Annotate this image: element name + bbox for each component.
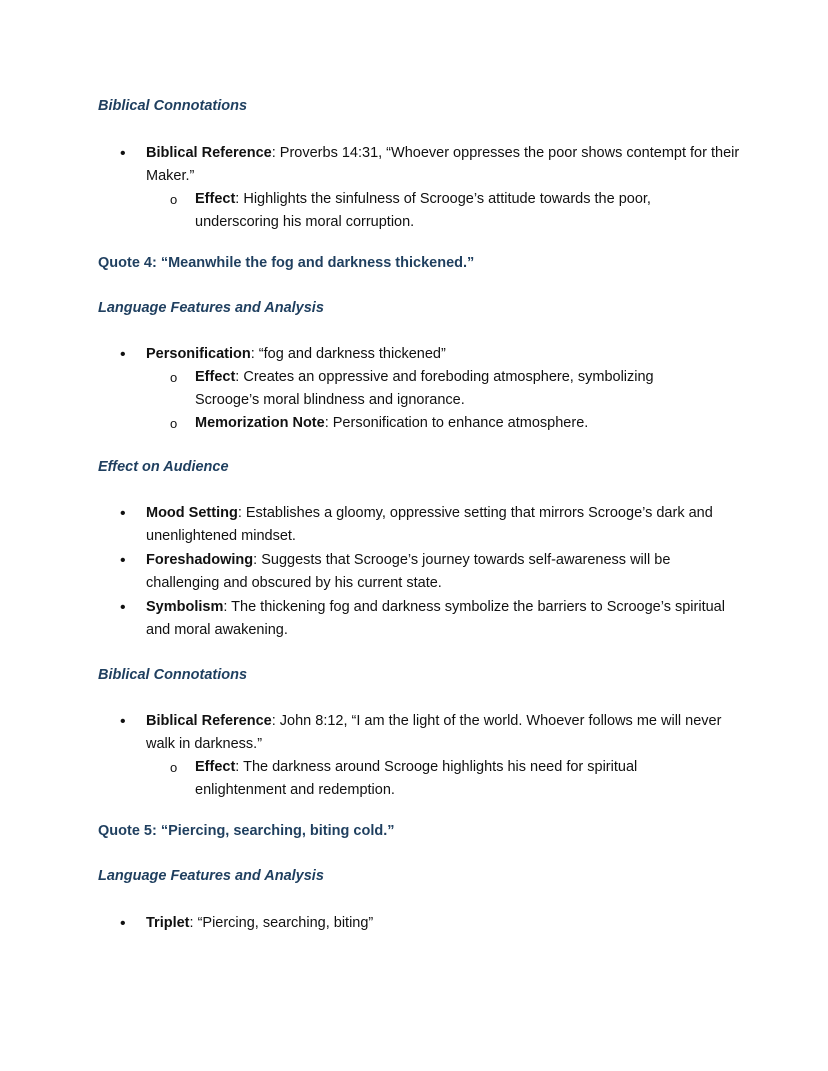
- sub-bullet-effect: [195, 756, 715, 802]
- bullet-mood-setting: [146, 502, 746, 548]
- bullet-biblical-reference: [146, 142, 746, 188]
- section-heading-language-features: Language Features and Analysis: [98, 300, 324, 316]
- bullet-text: : John 8:12, “I am the light of the world. Whoever follows me will never walk in darkness.”: [146, 713, 722, 752]
- sub-bullet-text: : Personification to enhance atmosphere.: [324, 415, 589, 431]
- sub-bullet-term: Memorization Note: [195, 415, 325, 431]
- sub-bullet-text: : The darkness around Scrooge highlights his need for spiritual enlightenment and redemption.: [195, 759, 638, 798]
- bullet-biblical-reference-2: [146, 710, 746, 756]
- sub-bullet-term: Effect: [195, 369, 236, 385]
- section-heading-effect-on-audience: Effect on Audience: [98, 459, 229, 475]
- sub-bullet-effect: [195, 188, 715, 234]
- bullet-text: : The thickening fog and darkness symbolize the barriers to Scrooge’s spiritual and moral awakening.: [146, 599, 725, 638]
- bullet-text: : Suggests that Scrooge’s journey towards self-awareness will be challenging and obscured by his current state.: [146, 552, 671, 591]
- bullet-text: : Establishes a gloomy, oppressive setting that mirrors Scrooge’s dark and unenlightened mindset.: [146, 505, 713, 544]
- section-heading-biblical-connotations: Biblical Connotations: [98, 98, 248, 114]
- bullet-personification: [146, 343, 746, 366]
- quote-heading-5: Quote 5: “Piercing, searching, biting cold.”: [98, 823, 395, 839]
- bullet-term: Foreshadowing: [146, 552, 254, 568]
- bullet-term: Triplet: [146, 915, 190, 931]
- section-heading-biblical-connotations-2: Biblical Connotations: [98, 667, 248, 683]
- bullet-text: : “fog and darkness thickened”: [250, 346, 446, 362]
- sub-bullet-memorization-note: [195, 412, 715, 435]
- bullet-term: Symbolism: [146, 599, 224, 615]
- sub-bullet-term: Effect: [195, 759, 236, 775]
- sub-bullet-term: Effect: [195, 191, 236, 207]
- bullet-text: : “Piercing, searching, biting”: [189, 915, 374, 931]
- sub-bullet-text: : Highlights the sinfulness of Scrooge’s attitude towards the poor, underscoring his moral corruption.: [195, 191, 651, 230]
- bullet-term: Mood Setting: [146, 505, 238, 521]
- sub-bullet-text: : Creates an oppressive and foreboding atmosphere, symbolizing Scrooge’s moral blindness and ignorance.: [195, 369, 654, 408]
- bullet-term: Biblical Reference: [146, 713, 272, 729]
- bullet-symbolism: [146, 596, 746, 642]
- sub-bullet-effect: [195, 366, 715, 412]
- bullet-text: : Proverbs 14:31, “Whoever oppresses the poor shows contempt for their Maker.”: [146, 145, 740, 184]
- bullet-term: Personification: [146, 346, 251, 362]
- quote-heading-4: Quote 4: “Meanwhile the fog and darkness thickened.”: [98, 255, 475, 271]
- bullet-term: Biblical Reference: [146, 145, 272, 161]
- section-heading-language-features-2: Language Features and Analysis: [98, 868, 324, 884]
- bullet-foreshadowing: [146, 549, 746, 595]
- bullet-triplet: [146, 912, 746, 935]
